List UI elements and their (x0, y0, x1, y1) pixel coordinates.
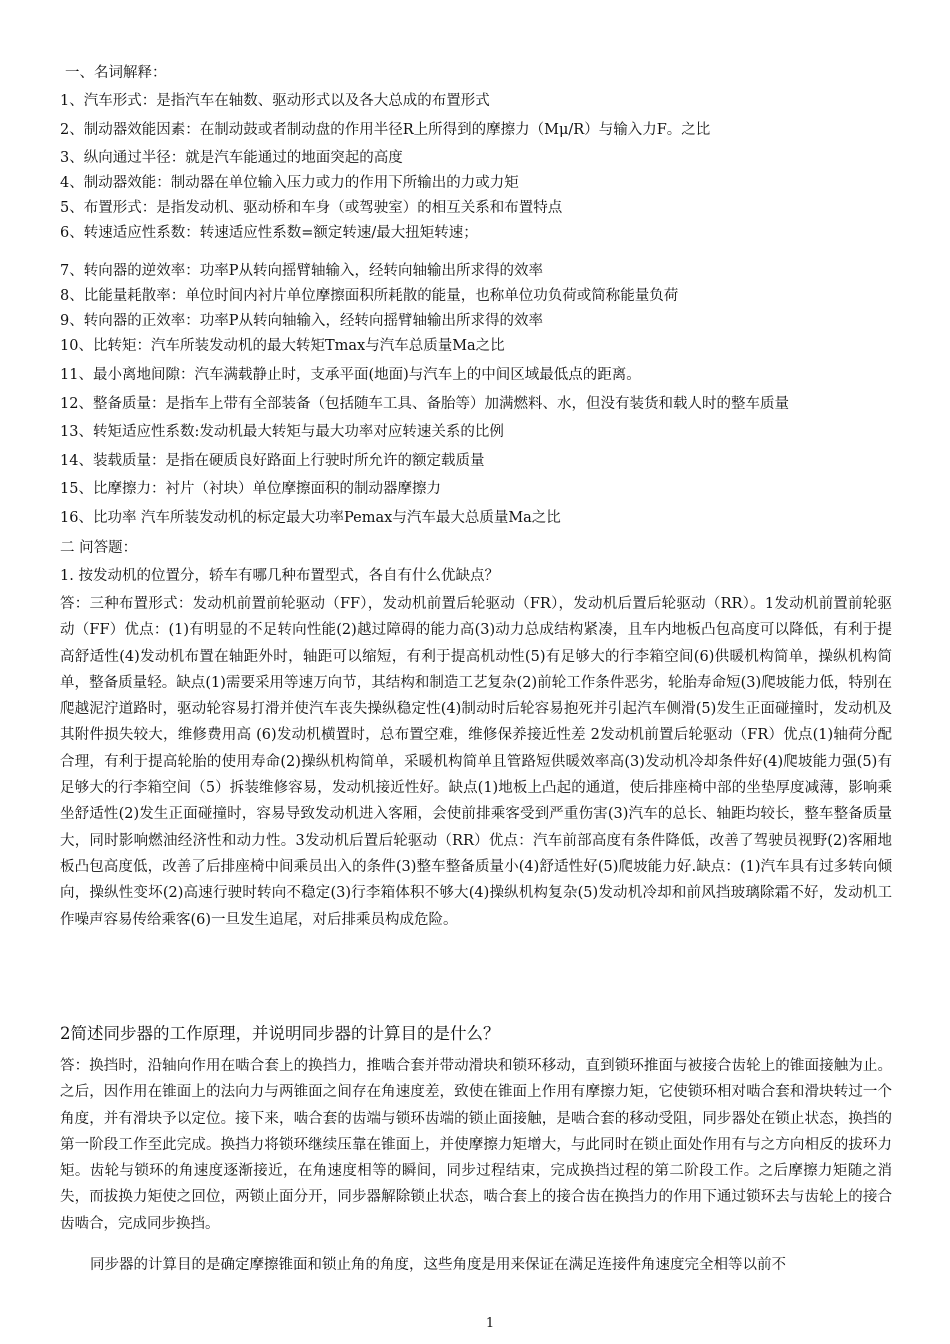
definition-8: 8、比能量耗散率：单位时间内衬片单位摩擦面积所耗散的能量，也称单位功负荷或简称能量负荷 (60, 288, 679, 304)
definition-9: 9、转向器的正效率：功率P从转向轴输入，经转向摇臂轴输出所求得的效率 (60, 313, 543, 329)
definition-7: 7、转向器的逆效率：功率P从转向摇臂轴输入，经转向轴输出所求得的效率 (60, 263, 543, 279)
definition-14: 14、装载质量：是指在硬质良好路面上行驶时所允许的额定载质量 (60, 453, 485, 469)
definition-11: 11、最小离地间隙：汽车满载静止时，支承平面(地面)与汽车上的中间区域最低点的距离。 (60, 367, 641, 383)
definition-6: 6、转速适应性系数：转速适应性系数=额定转速/最大扭矩转速； (60, 225, 478, 241)
question-1: 1. 按发动机的位置分，轿车有哪几种布置型式，各自有什么优缺点？ (60, 568, 499, 584)
answer-2-continuation: 同步器的计算目的是确定摩擦锥面和锁止角的角度，这些角度是用来保证在满足连接件角速度完全相等以前不 (90, 1257, 786, 1273)
answer-1: 答：三种布置形式：发动机前置前轮驱动（FF），发动机前置后轮驱动（FR），发动机后置后轮驱动（RR）。1发动机前置前轮驱动（FF）优点：(1)有明显的不足转向性能(2)越过障碍的能力高(3)动力总成结构紧凑，且车内地板凸包高度可以降低，有利于提高舒适性(4)发动机布置在轴距外时，轴距可以缩短，有利于提高机动性(5)有足够大的行李箱空间(6)供暖机构简单，操纵机构简单，整备质量轻。缺点(1)需要采用等速万向节，其结构和制造工艺复杂(2)前轮工作条件恶劣，轮胎寿命短(3)爬坡能力低，特别在爬越泥泞道路时，驱动轮容易打滑并使汽车丧失操纵稳定性(4)制动时后轮容易抱死并引起汽车侧滑(5)发生正面碰撞时，发动机及其附件损失较大，维修费用高 (6)发动机横置时，总布置空难，维修保养接近性差 2发动机前置后轮驱动（FR）优点(1)轴荷分配合理，有利于提高轮胎的使用寿命(2)操纵机构简单，采暖机构简单且管路短供暖效率高(3)发动机冷却条件好(4)爬坡能力强(5)有足够大的行李箱空间（5）拆装维修容易，发动机接近性好。缺点(1)地板上凸起的通道，使后排座椅中部的坐垫厚度减薄，影响乘坐舒适性(2)发生正面碰撞时，容易导致发动机进入客厢，会使前排乘客受到严重伤害(3)汽车的总长、轴距均较长，整车整备质量大，同时影响燃油经济性和动力性。3发动机后置后轮驱动（RR）优点：汽车前部高度有条件降低，改善了驾驶员视野(2)客厢地板凸包高度低，改善了后排座椅中间乘员出入的条件(3)整车整备质量小(4)舒适性好(5)爬坡能力好.缺点：(1)汽车具有过多转向倾向，操纵性变坏(2)高速行驶时转向不稳定(3)行李箱体积不够大(4)操纵机构复杂(5)发动机冷却和前风挡玻璃除霜不好，发动机工作噪声容易传给乘客(6)一旦发生追尾，对后排乘员构成危险。 (60, 596, 892, 928)
definition-4: 4、制动器效能：制动器在单位输入压力或力的作用下所输出的力或力矩 (60, 175, 519, 191)
definition-1: 1、汽车形式：是指汽车在轴数、驱动形式以及各大总成的布置形式 (60, 93, 490, 109)
definition-13: 13、转矩适应性系数:发动机最大转矩与最大功率对应转速关系的比例 (60, 424, 504, 440)
question-2: 2简述同步器的工作原理，并说明同步器的计算目的是什么？ (60, 1024, 500, 1043)
definition-5: 5、布置形式：是指发动机、驱动桥和车身（或驾驶室）的相互关系和布置特点 (60, 200, 563, 216)
page-number: 1 (485, 1316, 495, 1331)
section-1-title: 一、名词解释： (65, 65, 167, 81)
definition-3: 3、纵向通过半径：就是汽车能通过的地面突起的高度 (60, 150, 403, 166)
answer-2: 答：换挡时，沿轴向作用在啮合套上的换挡力，推啮合套并带动滑块和锁环移动，直到锁环推面与被接合齿轮上的锥面接触为止。之后，因作用在锥面上的法向力与两锥面之间存在角速度差，致使在锥面上作用有摩擦力矩，它使锁环相对啮合套和滑块转过一个角度，并有滑块予以定位。接下来，啮合套的齿端与锁环齿端的锁止面接触，是啮合套的移动受阻，同步器处在锁止状态，换挡的第一阶段工作至此完成。换挡力将锁环继续压靠在锥面上，并使摩擦力矩增大，与此同时在锁止面处作用有与之方向相反的拔环力矩。齿轮与锁环的角速度逐渐接近，在角速度相等的瞬间，同步过程结束，完成换挡过程的第二阶段工作。之后摩擦力矩随之消失，而拔换力矩使之回位，两锁止面分开，同步器解除锁止状态，啮合套上的接合齿在换挡力的作用下通过锁环去与齿轮上的接合齿啮合，完成同步换挡。 (60, 1058, 892, 1232)
definition-10: 10、比转矩：汽车所装发动机的最大转矩Tmax与汽车总质量Ma之比 (60, 338, 505, 354)
definition-2: 2、制动器效能因素：在制动鼓或者制动盘的作用半径R上所得到的摩擦力（Mμ/R）与输入力F。之比 (60, 122, 711, 138)
definition-15: 15、比摩擦力：衬片（衬块）单位摩擦面积的制动器摩擦力 (60, 481, 441, 497)
definition-16: 16、比功率 汽车所装发动机的标定最大功率Pemax与汽车最大总质量Ma之比 (60, 510, 561, 526)
definition-12: 12、整备质量：是指车上带有全部装备（包括随车工具、备胎等）加满燃料、水，但没有装货和载人时的整车质量 (60, 396, 789, 412)
section-2-title: 二 问答题： (60, 540, 138, 556)
